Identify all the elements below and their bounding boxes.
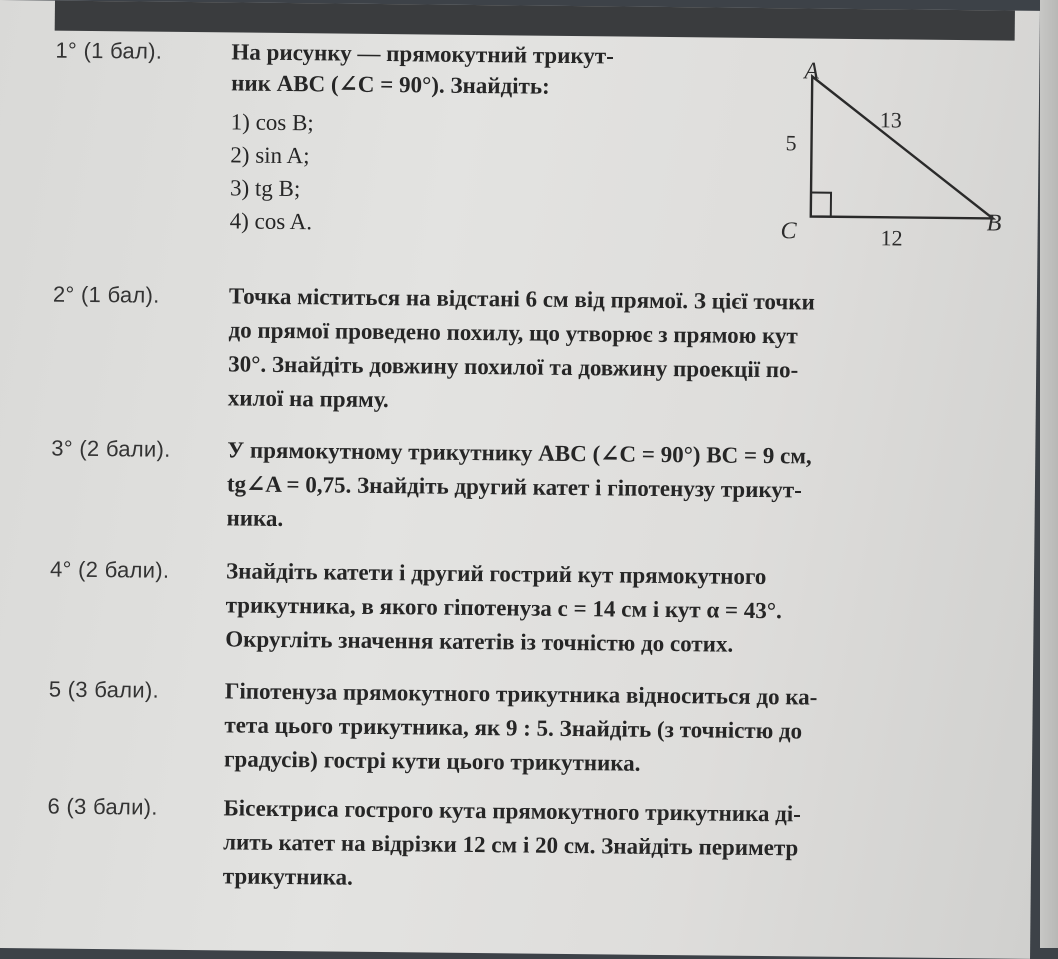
problem-number: 5 (3 бали). — [48, 676, 160, 703]
vertex-c-label: C — [780, 218, 797, 245]
problem-line: Округліть значення катетів із точністю до сотих. — [225, 626, 734, 657]
side-cb-length: 12 — [880, 225, 903, 251]
problem-line: 30°. Знайдіть довжину похилої та довжину проекції по- — [228, 351, 799, 383]
problem-line: ника. — [226, 505, 284, 531]
problem-line: Знайдіть катети і другий гострий кут прямокутного — [225, 558, 767, 590]
side-ac-length: 5 — [785, 130, 797, 156]
problem-line: градусів) гострі кути цього трикутника. — [223, 746, 641, 776]
problem-line: На рисунку — прямокутний трикут- — [231, 39, 614, 69]
problem-line: У прямокутному трикутнику ABC (∠C = 90°) BC = 9 см, — [227, 437, 812, 469]
problem-number: 3° (2 бали). — [51, 435, 171, 462]
problem-6 — [0, 790, 1032, 890]
problem-4 — [0, 553, 1034, 657]
problem-2 — [0, 278, 1037, 413]
triangle-shape — [811, 77, 994, 219]
problem-subitem: 3) tg B; — [229, 175, 301, 202]
adjacent-page-edge — [1040, 0, 1058, 948]
problem-line: Гіпотенуза прямокутного трикутника відноситься до ка- — [224, 678, 818, 710]
problem-line: лить катет на відрізки 12 см і 20 см. Знайдіть периметр — [223, 829, 799, 861]
problem-line: тета цього трикутника, як 9 : 5. Знайдіть (з точністю до — [224, 712, 803, 744]
problem-subitem: 1) cos B; — [230, 109, 314, 136]
problem-subitem: 4) cos A. — [229, 208, 313, 235]
side-ab-length: 13 — [879, 107, 902, 133]
problem-line: Точка міститься на відстані 6 см від прямої. З цієї точки — [228, 283, 815, 315]
problem-subitem: 2) sin A; — [230, 142, 310, 169]
top-dark-band — [55, 1, 1015, 41]
problem-5 — [0, 673, 1033, 776]
problem-line: хилої на пряму. — [227, 385, 389, 413]
problem-line: до прямої проведено похилу, що утворює з прямою кут — [228, 317, 798, 349]
right-angle-mark — [811, 193, 831, 217]
vertex-a-label: A — [804, 58, 820, 85]
problem-number: 4° (2 бали). — [49, 556, 170, 583]
problem-number: 6 (3 бали). — [47, 793, 158, 820]
problem-number: 1° (1 бал). — [55, 37, 163, 64]
problem-3 — [0, 432, 1035, 531]
problem-line: трикутника, в якого гіпотенуза c = 14 см і кут α = 43°. — [225, 592, 782, 624]
right-triangle-figure — [772, 56, 1024, 259]
vertex-b-label: B — [986, 210, 1002, 237]
problem-line: Бісектриса гострого кута прямокутного трикутника ді- — [223, 795, 802, 827]
problem-number: 2° (1 бал). — [52, 281, 160, 308]
problem-line: трикутника. — [222, 863, 353, 890]
problem-line: tg∠A = 0,75. Знайдіть другий катет і гіпотенузу трикут- — [226, 471, 802, 503]
problem-line: ник ABC (∠C = 90°). Знайдіть: — [231, 70, 550, 99]
